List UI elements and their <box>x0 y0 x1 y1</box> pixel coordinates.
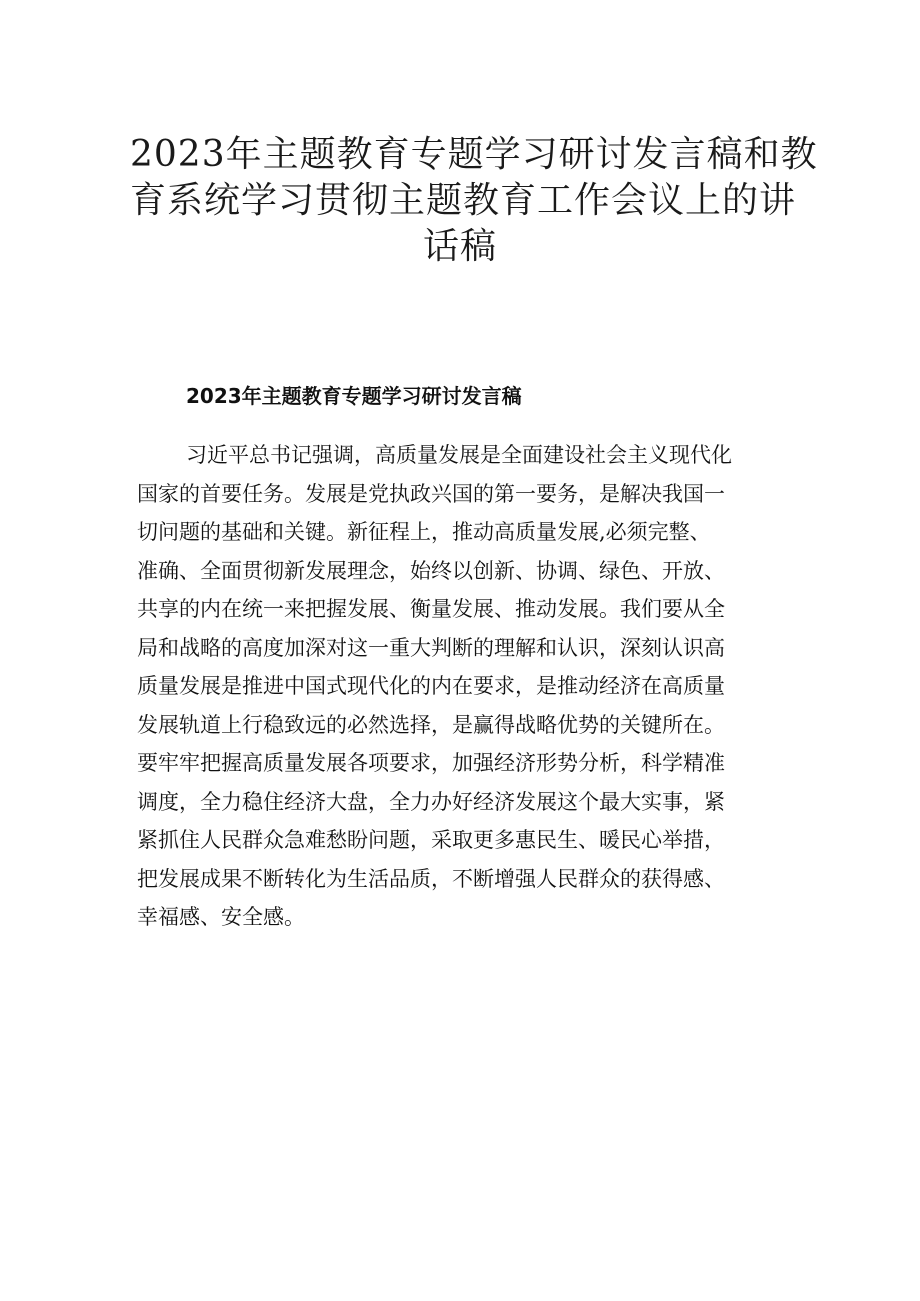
title-line: 话稿 <box>422 226 497 267</box>
paragraph-line: 质量发展是推进中国式现代化的内在要求，是推动经济在高质量 <box>137 674 725 698</box>
paragraph-line: 发展轨道上行稳致远的必然选择，是赢得战略优势的关键所在。 <box>137 712 725 737</box>
title-line: 育系统学习贯彻主题教育工作会议上的讲 <box>130 180 797 221</box>
document-title <box>130 132 818 270</box>
paragraph-line: 要牢牢把握高质量发展各项要求，加强经济形势分析，科学精准 <box>137 751 725 775</box>
title-line: 2023年主题教育专题学习研讨发言稿和教 <box>130 134 818 175</box>
paragraph-line: 准确、全面贯彻新发展理念，始终以创新、协调、绿色、开放、 <box>137 558 725 583</box>
paragraph-line: 把发展成果不断转化为生活品质，不断增强人民群众的获得感、 <box>137 866 725 891</box>
paragraph-line: 幸福感、安全感。 <box>137 905 305 929</box>
paragraph-line: 国家的首要任务。发展是党执政兴国的第一要务，是解决我国一 <box>137 481 725 506</box>
paragraph-line: 切问题的基础和关键。新征程上，推动高质量发展,必须完整、 <box>137 520 711 544</box>
paragraph-line: 局和战略的高度加深对这一重大判断的理解和认识，深刻认识高 <box>137 635 725 660</box>
paragraph-line: 共享的内在统一来把握发展、衡量发展、推动发展。我们要从全 <box>137 597 725 621</box>
paragraph-line: 习近平总书记强调，高质量发展是全面建设社会主义现代化 <box>186 443 732 467</box>
body-paragraph <box>137 436 797 937</box>
paragraph-line: 紧抓住人民群众急难愁盼问题，采取更多惠民生、暖民心举措， <box>137 828 725 852</box>
section-heading: 2023年主题教育专题学习研讨发言稿 <box>186 384 522 408</box>
paragraph-line: 调度，全力稳住经济大盘，全力办好经济发展这个最大实事，紧 <box>137 789 725 814</box>
